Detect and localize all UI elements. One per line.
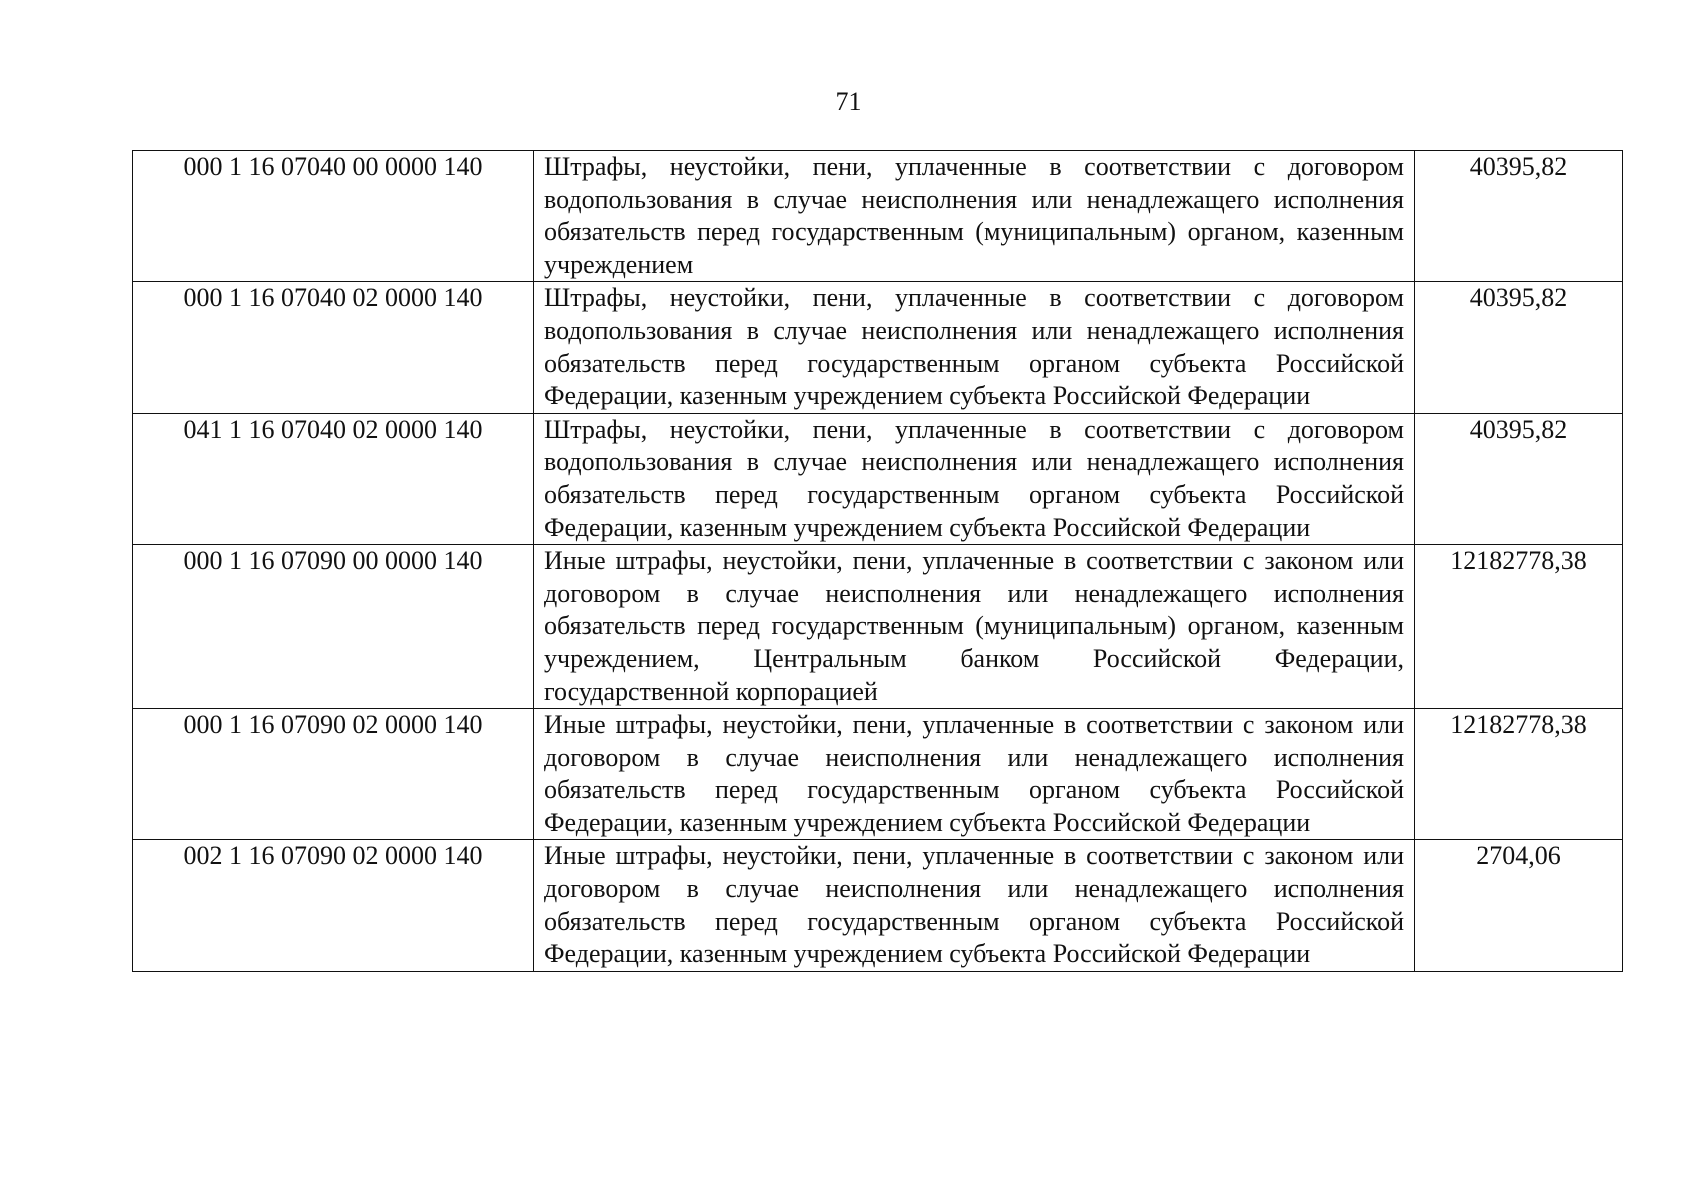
table-row [133, 413, 1623, 544]
table-row [133, 545, 1623, 709]
amount-cell: 40395,82 [1415, 282, 1623, 413]
budget-code-cell: 000 1 16 07040 02 0000 140 [133, 282, 534, 413]
description-cell: Штрафы, неустойки, пени, уплаченные в соответствии с договором водопользования в случае неисполнения или ненадлежащего исполнения обязательств перед государственным органом субъекта Российской Федерации, казенным учреждением субъекта Российской Федерации [534, 413, 1415, 544]
description-cell: Штрафы, неустойки, пени, уплаченные в соответствии с договором водопользования в случае неисполнения или ненадлежащего исполнения обязательств перед государственным (муниципальным) органом, казенным учреждением [534, 151, 1415, 282]
amount-cell: 12182778,38 [1415, 709, 1623, 840]
table-row [133, 282, 1623, 413]
table-row [133, 709, 1623, 840]
amount-cell: 40395,82 [1415, 413, 1623, 544]
budget-code-cell: 000 1 16 07040 00 0000 140 [133, 151, 534, 282]
budget-code-cell: 041 1 16 07040 02 0000 140 [133, 413, 534, 544]
description-cell: Иные штрафы, неустойки, пени, уплаченные в соответствии с законом или договором в случае неисполнения или ненадлежащего исполнения обязательств перед государственным (муниципальным) органом, казенным учреждением, Центральным банком Российской Федерации, государственной корпорацией [534, 545, 1415, 709]
description-cell: Штрафы, неустойки, пени, уплаченные в соответствии с договором водопользования в случае неисполнения или ненадлежащего исполнения обязательств перед государственным органом субъекта Российской Федерации, казенным учреждением субъекта Российской Федерации [534, 282, 1415, 413]
budget-code-cell: 000 1 16 07090 02 0000 140 [133, 709, 534, 840]
page-number: 71 [835, 87, 862, 116]
revenue-table [132, 150, 1623, 972]
description-cell: Иные штрафы, неустойки, пени, уплаченные в соответствии с законом или договором в случае неисполнения или ненадлежащего исполнения обязательств перед государственным органом субъекта Российской Федерации, казенным учреждением субъекта Российской Федерации [534, 709, 1415, 840]
amount-cell: 2704,06 [1415, 840, 1623, 971]
table-row [133, 151, 1623, 282]
table-row [133, 840, 1623, 971]
budget-code-cell: 000 1 16 07090 00 0000 140 [133, 545, 534, 709]
amount-cell: 12182778,38 [1415, 545, 1623, 709]
budget-code-cell: 002 1 16 07090 02 0000 140 [133, 840, 534, 971]
amount-cell: 40395,82 [1415, 151, 1623, 282]
description-cell: Иные штрафы, неустойки, пени, уплаченные в соответствии с законом или договором в случае неисполнения или ненадлежащего исполнения обязательств перед государственным органом субъекта Российской Федерации, казенным учреждением субъекта Российской Федерации [534, 840, 1415, 971]
